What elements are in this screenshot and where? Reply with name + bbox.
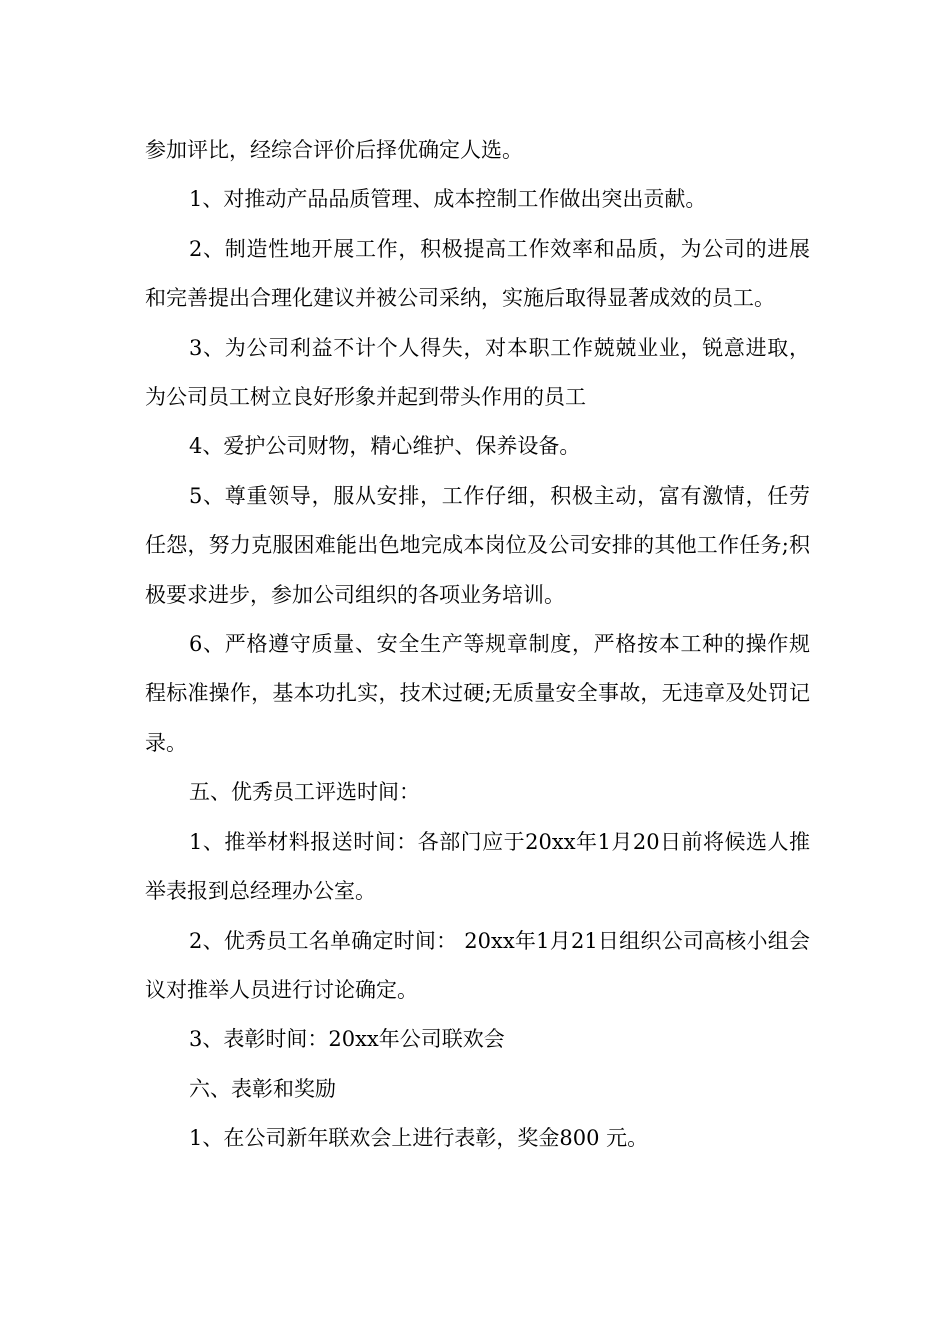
paragraph-3: 2、制造性地开展工作，积极提高工作效率和品质，为公司的进展和完善提出合理化建议并被公司采纳，实施后取得显著成效的员工。 bbox=[145, 236, 810, 311]
section-heading-five: 五、优秀员工评选时间： bbox=[189, 780, 420, 805]
paragraph-7: 6、严格遵守质量、安全生产等规章制度，严格按本工种的操作规程标准操作，基本功扎实，技术过硬;无质量安全事故，无违章及处罚记录。 bbox=[145, 632, 810, 755]
paragraph-2: 1、对推动产品品质管理、成本控制工作做出突出贡献。 bbox=[189, 187, 707, 212]
paragraph-1: 参加评比，经综合评价后择优确定人选。 bbox=[145, 138, 523, 162]
paragraph-10: 2、优秀员工名单确定时间： 20xx年1月21日组织公司高核小组会议对推举人员进行讨论确定。 bbox=[145, 928, 810, 1002]
paragraph-9: 1、推举材料报送时间：各部门应于20xx年1月20日前将候选人推举表报到总经理办公室。 bbox=[145, 829, 810, 904]
section-heading-six: 六、表彰和奖励 bbox=[189, 1076, 336, 1101]
paragraph-13: 1、在公司新年联欢会上进行表彰，奖金800 元。 bbox=[189, 1126, 649, 1151]
document-body bbox=[145, 126, 810, 1164]
paragraph-5: 4、爱护公司财物，精心维护、保养设备。 bbox=[189, 434, 581, 459]
paragraph-4: 3、为公司利益不计个人得失，对本职工作兢兢业业，锐意进取，为公司员工树立良好形象并起到带头作用的员工 bbox=[145, 335, 810, 410]
paragraph-6: 5、尊重领导，服从安排，工作仔细，积极主动，富有激情，任劳任怨，努力克服困难能出色地完成本岗位及公司安排的其他工作任务;积极要求进步，参加公司组织的各项业务培训。 bbox=[145, 483, 810, 607]
paragraph-11: 3、表彰时间：20xx年公司联欢会 bbox=[189, 1027, 505, 1052]
